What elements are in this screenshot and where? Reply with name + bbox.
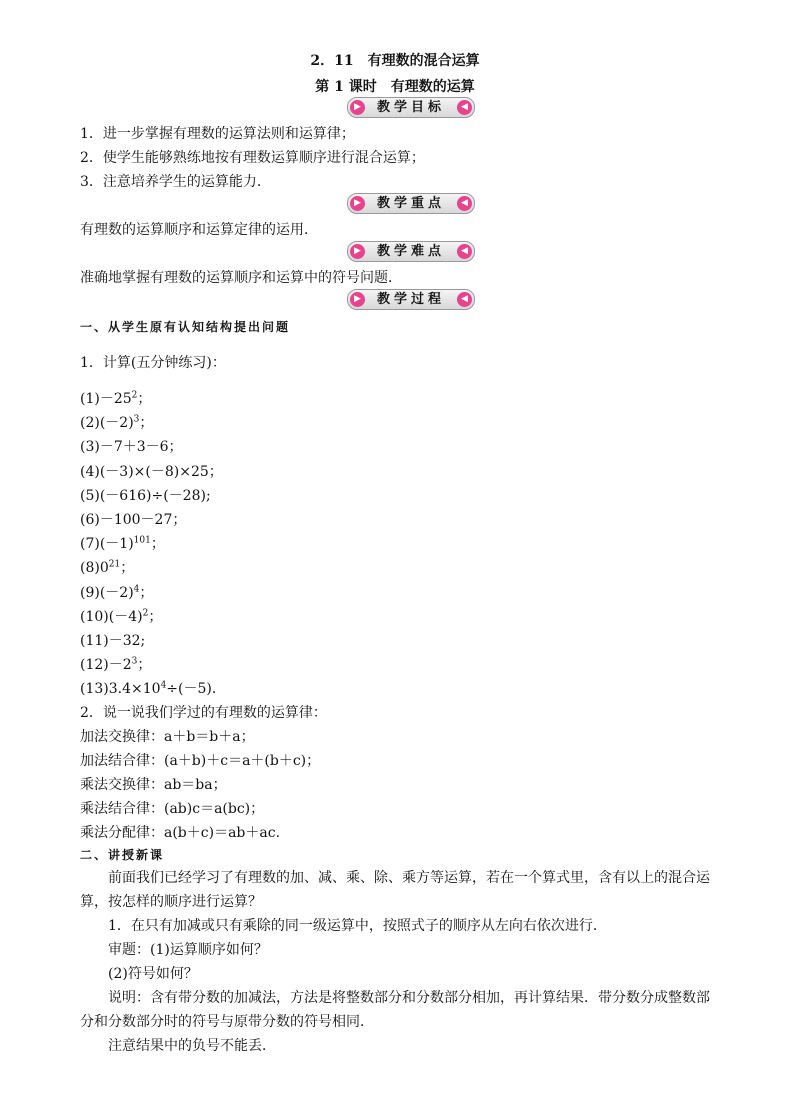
exercise-text: ； — [139, 584, 154, 601]
exercise-text: ； — [137, 391, 152, 407]
paragraph-note: 说明：含有带分数的加减法，方法是将整数部分和分数部分相加，再计算结果．带分数分成整数部分和分数部分时的符号与原带分数的符号相同． — [80, 990, 710, 1030]
exercise-item — [80, 533, 165, 553]
law-item: 乘法分配律：a(b＋c)＝ab＋ac. — [80, 825, 281, 841]
arrow-left-icon: ◀ — [457, 244, 472, 259]
exponent: 4 — [160, 680, 167, 691]
exercise-text: ； — [120, 560, 135, 577]
exercise-item — [80, 412, 153, 432]
exponent: 3 — [133, 414, 140, 425]
difficulty-text: 准确地掌握有理数的运算顺序和运算中的符号问题． — [80, 270, 402, 286]
banner-key-point — [347, 193, 475, 214]
banner-label: 教学难点 — [376, 244, 445, 259]
exercise-text: (7)(－1) — [80, 536, 134, 553]
exercise-text: (13)3.4×10 — [80, 681, 161, 698]
banner-difficulty — [347, 241, 475, 262]
law-item: 乘法结合律：(ab)c＝a(bc)； — [80, 801, 265, 817]
exponent: 2 — [142, 608, 149, 619]
exercise-item — [80, 388, 151, 408]
arrow-right-icon: ▶ — [350, 244, 365, 259]
arrow-left-icon: ◀ — [457, 100, 472, 115]
paragraph-review: (2)符号如何？ — [108, 966, 198, 982]
exercise-text: ÷(－5)． — [166, 681, 226, 698]
section-heading: 一、从学生原有认知结构提出问题 — [80, 320, 291, 334]
goal-item: 1．进一步掌握有理数的运算法则和运算律； — [80, 126, 355, 142]
exercise-text: ； — [139, 415, 154, 432]
exercise-text: ； — [148, 608, 163, 625]
exercise-text: ； — [150, 536, 165, 553]
goal-item: 2．使学生能够熟练地按有理数运算顺序进行混合运算； — [80, 150, 425, 166]
exercise-text: (4)(－3)×(－8)×25； — [80, 463, 223, 480]
law-item: 乘法交换律：ab＝ba； — [80, 777, 227, 793]
exercise-text: (6)－100－27； — [80, 512, 187, 528]
laws-intro: 2．说一说我们学过的有理数的运算律： — [80, 705, 327, 721]
law-item: 加法交换律：a＋b＝b＋a； — [80, 729, 255, 745]
exercise-text: (12)－2 — [80, 657, 132, 674]
arrow-right-icon: ▶ — [350, 100, 365, 115]
paragraph-review: 审题：(1)运算顺序如何？ — [108, 942, 268, 958]
exercise-item — [80, 630, 145, 650]
arrow-right-icon: ▶ — [350, 196, 365, 211]
exercise-item — [80, 678, 226, 698]
exercise-text: (2)(－2) — [80, 415, 134, 432]
exponent: 3 — [131, 656, 138, 667]
exercise-text: ； — [137, 657, 152, 674]
exercise-item — [80, 557, 134, 577]
exercise-item — [80, 509, 186, 529]
exercise-item — [80, 436, 183, 456]
goal-item: 3．注意培养学生的运算能力． — [80, 174, 271, 190]
exercise-item — [80, 582, 153, 602]
page-title: 2．11 有理数的混合运算 — [310, 53, 480, 69]
exercise-text: (9)(－2) — [80, 584, 134, 601]
exponent: 101 — [133, 535, 151, 546]
paragraph-rule: 1．在只有加减或只有乘除的同一级运算中，按照式子的顺序从左向右依次进行． — [108, 918, 607, 934]
exercise-item — [80, 485, 211, 505]
page-subtitle: 第 1 课时 有理数的运算 — [315, 79, 475, 95]
arrow-left-icon: ◀ — [457, 196, 472, 211]
banner-label: 教学目标 — [376, 100, 445, 115]
exercise-intro: 1．计算(五分钟练习)： — [80, 355, 226, 371]
exercise-text: (5)(－616)÷(－28); — [80, 487, 211, 504]
exercise-item — [80, 461, 223, 481]
banner-process — [347, 289, 475, 310]
key-point-text: 有理数的运算顺序和运算定律的运用． — [80, 222, 318, 238]
banner-label: 教学重点 — [376, 196, 445, 211]
exponent: 4 — [133, 583, 140, 594]
exercise-item — [80, 606, 162, 626]
exercise-text: (11)－32; — [80, 633, 146, 649]
banner-label: 教学过程 — [376, 292, 445, 307]
exercise-text: (1)－25 — [80, 391, 132, 407]
exercise-text: (3)－7＋3－6； — [80, 439, 183, 456]
paragraph-intro: 前面我们已经学习了有理数的加、减、乘、除、乘方等运算，若在一个算式里，含有以上的混合运算，按怎样的顺序进行运算？ — [80, 870, 710, 910]
arrow-left-icon: ◀ — [457, 292, 472, 307]
paragraph-warning: 注意结果中的负号不能丢． — [108, 1038, 276, 1054]
exercise-text: (10)(－4) — [80, 608, 143, 625]
law-item: 加法结合律：(a＋b)＋c＝a＋(b＋c)； — [80, 753, 321, 769]
exponent: 2 — [131, 390, 138, 401]
exercise-text: (8)0 — [80, 560, 109, 577]
exponent: 21 — [108, 559, 121, 570]
section-heading: 二、讲授新课 — [80, 848, 165, 862]
arrow-right-icon: ▶ — [350, 292, 365, 307]
banner-teaching-goal — [347, 97, 475, 118]
exercise-item — [80, 654, 151, 674]
